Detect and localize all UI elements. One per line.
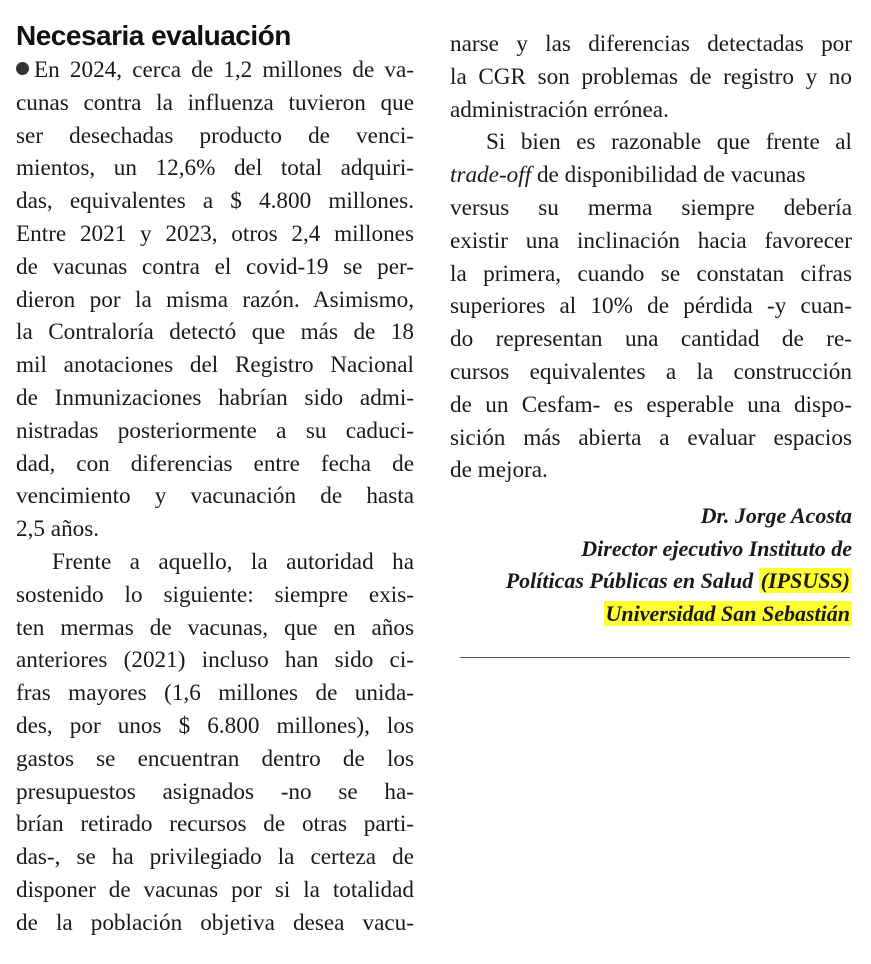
author-institute: Políticas Públicas en Salud — [505, 568, 754, 593]
article-line: vencimiento y vacunación de hasta — [16, 483, 414, 510]
article-line: de mejora. — [450, 457, 548, 484]
article-line: superiores al 10% de pérdida -y cuan- — [450, 293, 852, 320]
article-line: sostenido lo siguiente: siempre exis- — [16, 581, 414, 608]
article-line: de un Cesfam- es esperable una dispo- — [450, 391, 852, 418]
article-line-text: de disponibilidad de vacunas — [531, 162, 806, 189]
article-line: cursos equivalentes a la construcción — [450, 358, 852, 385]
article-line: do representan una cantidad de re- — [450, 326, 852, 353]
article-line: des, por unos $ 6.800 millones), los — [16, 712, 414, 739]
article-line: ser desechadas producto de venci- — [16, 122, 414, 149]
article-line: nistradas posteriormente a su caduci- — [16, 417, 414, 444]
article-line: existir una inclinación hacia favorecer — [450, 227, 852, 254]
article-line: dieron por la misma razón. Asimismo, — [16, 286, 414, 313]
article-line: narse y las diferencias detectadas por — [450, 31, 852, 57]
author-institute-line — [450, 565, 852, 598]
article-line: versus su merma siempre debería — [450, 194, 852, 221]
author-title: Director ejecutivo Instituto de — [581, 535, 852, 561]
article-line: la CGR son problemas de registro y no — [450, 63, 852, 90]
article-line: fras mayores (1,6 millones de unida- — [16, 680, 414, 707]
article-line: mil anotaciones del Registro Nacional — [16, 352, 414, 379]
author-university-line — [450, 598, 852, 631]
article-line: anteriores (2021) incluso han sido ci- — [16, 647, 414, 674]
article-line: das, equivalentes a $ 4.800 millones. — [16, 188, 414, 215]
article-line: 2,5 años. — [16, 516, 100, 543]
author-signature — [450, 500, 852, 630]
article-line — [450, 159, 852, 192]
article-line: Frente a aquello, la autoridad ha — [52, 548, 414, 575]
article-line: presupuestos asignados -no se ha- — [16, 778, 414, 805]
article-line: Si bien es razonable que frente al — [486, 129, 852, 156]
article-line: brían retirado recursos de otras parti- — [16, 811, 414, 838]
article-line: sición más abierta a evaluar espacios — [450, 424, 852, 451]
article-line: das-, se ha privilegiado la certeza de — [16, 844, 414, 871]
article-line: ten mermas de vacunas, que en años — [16, 614, 414, 641]
article-line — [16, 54, 414, 87]
article-left-column — [16, 0, 414, 940]
section-divider — [460, 657, 850, 658]
bullet-icon — [16, 62, 29, 75]
article-line: gastos se encuentran dentro de los — [16, 745, 414, 772]
article-line: Entre 2021 y 2023, otros 2,4 millones — [16, 220, 414, 247]
article-line: la Contraloría detectó que más de 18 — [16, 319, 414, 346]
article-line: dad, con diferencias entre fecha de — [16, 450, 414, 477]
article-line: mientos, un 12,6% del total adquiri- — [16, 155, 414, 182]
article-line: de la población objetiva desea vacu- — [16, 909, 414, 936]
author-name: Dr. Jorge Acosta — [700, 503, 852, 528]
article-line: de vacunas contra el covid-19 se per- — [16, 253, 414, 280]
article-line: administración errónea. — [450, 96, 669, 123]
institute-acronym-highlight: (IPSUSS) — [760, 568, 850, 593]
article-line-text: En 2024, cerca de 1,2 millones de va- — [34, 57, 414, 83]
article-right-column — [450, 28, 852, 487]
article-heading: Necesaria evaluación — [16, 20, 291, 51]
article-line: la primera, cuando se constatan cifras — [450, 260, 852, 287]
article-line: de Inmunizaciones habrían sido admi- — [16, 384, 414, 411]
university-highlight: Universidad San Sebastián — [605, 600, 850, 626]
article-line: cunas contra la influenza tuvieron que — [16, 89, 414, 116]
article-line: disponer de vacunas por si la totalidad — [16, 876, 414, 903]
italic-term: trade-off — [450, 162, 532, 189]
